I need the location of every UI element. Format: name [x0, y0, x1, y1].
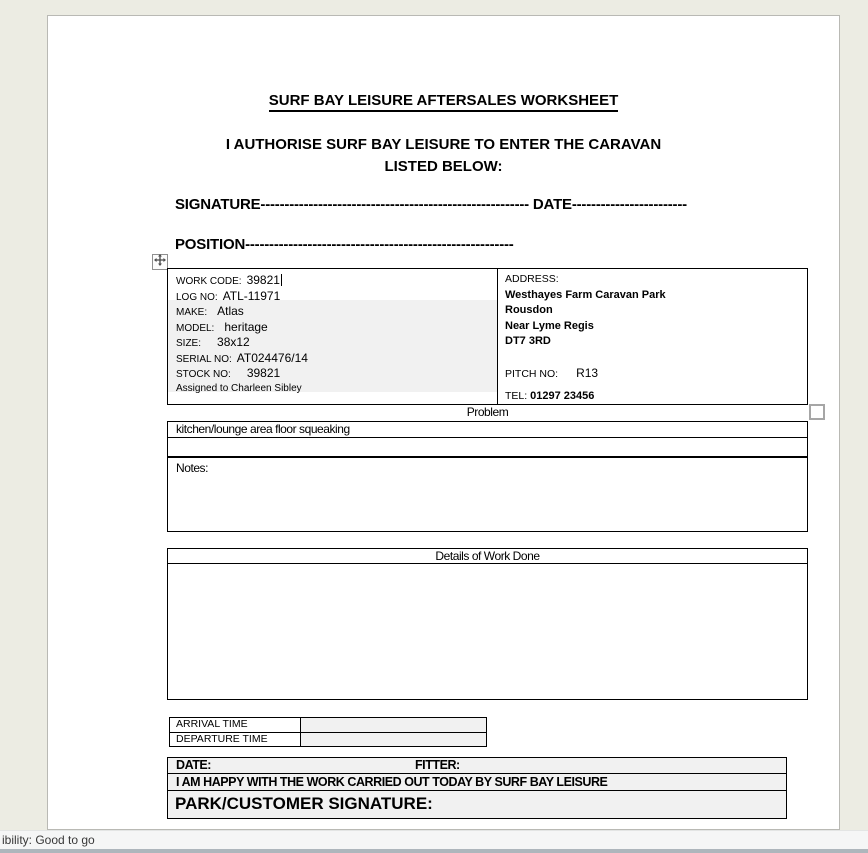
problem-table — [167, 421, 808, 457]
caravan-info-table — [167, 268, 808, 405]
pitch-no-row[interactable]: PITCH NO: R13 — [505, 366, 599, 380]
serial-no-row[interactable]: SERIAL NO: AT024476/14 — [176, 350, 308, 365]
stock-no-row[interactable]: STOCK NO: 39821 — [176, 366, 281, 380]
details-heading: Details of Work Done — [168, 549, 807, 564]
address-line[interactable]: Near Lyme Regis — [505, 319, 594, 332]
accessibility-status[interactable]: ibility: Good to go — [2, 833, 95, 847]
arrival-time-value-cell[interactable] — [301, 718, 486, 732]
make-row[interactable]: MAKE: Atlas — [176, 304, 244, 318]
text-caret — [281, 274, 282, 286]
document-page[interactable] — [47, 15, 840, 830]
customer-signature-row[interactable] — [168, 791, 786, 818]
notes-label: Notes: — [176, 461, 208, 475]
address-line[interactable]: DT7 3RD — [505, 335, 551, 347]
departure-time-label: DEPARTURE TIME — [170, 733, 301, 746]
signature-date-line[interactable]: SIGNATURE-------------------------------------------------------- DATE------------------------ — [175, 196, 687, 213]
customer-signature-label: PARK/CUSTOMER SIGNATURE: — [175, 794, 433, 813]
model-row[interactable]: MODEL: heritage — [176, 319, 268, 334]
status-bar — [0, 830, 868, 849]
authorise-heading — [48, 134, 839, 178]
date-fitter-row[interactable] — [168, 758, 786, 774]
address-label: ADDRESS: — [505, 273, 559, 285]
work-code-row[interactable]: WORK CODE: 39821 — [176, 273, 280, 287]
details-entry-area[interactable] — [168, 564, 807, 699]
departure-time-value-cell[interactable] — [301, 733, 486, 746]
arrival-time-label: ARRIVAL TIME — [170, 718, 301, 732]
table-move-handle[interactable] — [152, 254, 168, 270]
authorise-line2: LISTED BELOW: — [384, 158, 503, 175]
satisfaction-row: I AM HAPPY WITH THE WORK CARRIED OUT TODAY BY SURF BAY LEISURE — [168, 774, 786, 791]
arrival-departure-table — [169, 717, 487, 747]
address-cell[interactable] — [498, 269, 807, 404]
fitter-label: FITTER: — [415, 758, 460, 772]
caravan-info-cell[interactable] — [168, 269, 498, 404]
problem-empty-row[interactable] — [168, 438, 807, 456]
address-line[interactable]: Rousdon — [505, 304, 553, 316]
size-row[interactable]: SIZE: 38x12 — [176, 335, 250, 349]
signoff-table — [167, 757, 787, 819]
position-line[interactable]: POSITION-------------------------------------------------------- — [175, 236, 514, 253]
notes-box[interactable] — [167, 457, 808, 532]
details-of-work-table — [167, 548, 808, 700]
problem-entry[interactable]: kitchen/lounge area floor squeaking — [168, 422, 807, 438]
log-no-row[interactable]: LOG NO: ATL-11971 — [176, 288, 281, 303]
date-label: DATE: — [176, 758, 212, 772]
worksheet-title: SURF BAY LEISURE AFTERSALES WORKSHEET — [48, 92, 839, 109]
assigned-note[interactable]: Assigned to Charleen Sibley — [176, 382, 302, 394]
problem-heading: Problem — [466, 405, 509, 419]
move-cross-icon — [154, 253, 166, 271]
departure-time-row — [170, 732, 486, 746]
address-line[interactable]: Westhayes Farm Caravan Park — [505, 288, 666, 301]
arrival-time-row — [170, 718, 486, 732]
table-resize-handle[interactable] — [809, 404, 825, 420]
tel-row[interactable]: TEL: 01297 23456 — [505, 390, 595, 402]
window-bottom-edge — [0, 849, 868, 853]
authorise-line1: I AUTHORISE SURF BAY LEISURE TO ENTER THE CARAVAN — [225, 136, 662, 153]
